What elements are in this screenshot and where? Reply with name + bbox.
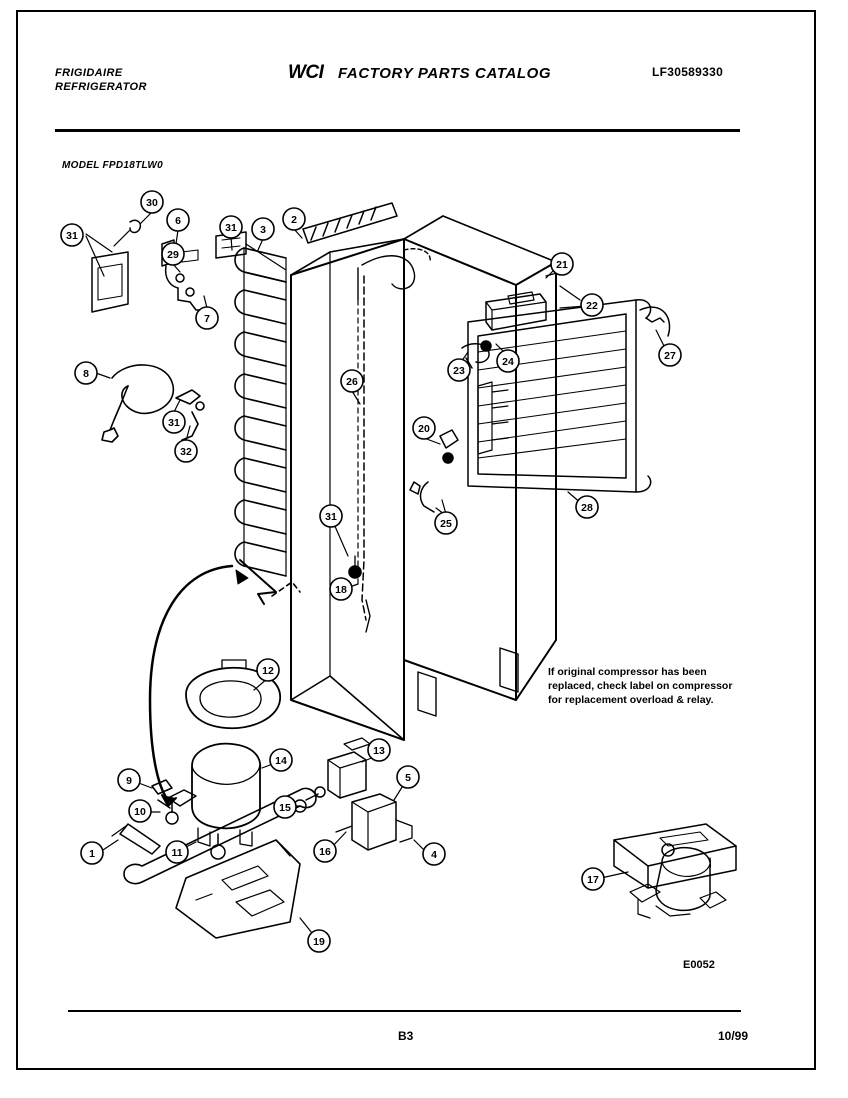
compressor-note-line-3: for replacement overload & relay. <box>548 694 714 706</box>
callout-label: 28 <box>581 502 593 514</box>
callout-23[interactable] <box>448 359 470 381</box>
callout-9[interactable] <box>118 769 140 791</box>
callout-label: 1 <box>89 848 95 860</box>
callout-11[interactable] <box>166 841 188 863</box>
callout-label: 30 <box>146 197 158 209</box>
footer-date: 10/99 <box>718 1029 749 1043</box>
callout-label: 20 <box>418 423 430 435</box>
callout-label: 29 <box>167 249 179 261</box>
callout-5[interactable] <box>397 766 419 788</box>
callout-label: 7 <box>204 313 210 325</box>
callout-label: 31 <box>168 417 180 429</box>
callout-27[interactable] <box>659 344 681 366</box>
catalog-title: FACTORY PARTS CATALOG <box>338 65 552 82</box>
callout-10[interactable] <box>129 800 151 822</box>
callout-12[interactable] <box>257 659 279 681</box>
callout-16[interactable] <box>314 840 336 862</box>
document-number: LF30589330 <box>652 65 724 79</box>
callout-17[interactable] <box>582 868 604 890</box>
callout-label: 27 <box>664 350 676 362</box>
callout-label: 10 <box>134 806 146 818</box>
callout-label: 31 <box>66 230 78 242</box>
callout-31[interactable] <box>220 216 242 238</box>
callout-2[interactable] <box>283 208 305 230</box>
figure-code: E0052 <box>683 959 715 971</box>
callout-label: 8 <box>83 368 89 380</box>
callout-label: 31 <box>225 222 237 234</box>
callout-label: 6 <box>175 215 181 227</box>
callout-label: 22 <box>586 300 598 312</box>
callout-25[interactable] <box>435 512 457 534</box>
compressor-note-line-2: replaced, check label on compressor <box>548 680 733 692</box>
callout-label: 2 <box>291 214 297 226</box>
callout-18[interactable] <box>330 578 352 600</box>
callout-label: 19 <box>313 936 325 948</box>
callout-31[interactable] <box>163 411 185 433</box>
callout-label: 26 <box>346 376 358 388</box>
callout-14[interactable] <box>270 749 292 771</box>
callout-label: 4 <box>431 849 437 861</box>
callout-21[interactable] <box>551 253 573 275</box>
callout-15[interactable] <box>274 796 296 818</box>
callout-label: 32 <box>180 446 192 458</box>
callout-8[interactable] <box>75 362 97 384</box>
callout-label: 17 <box>587 874 599 886</box>
callout-label: 21 <box>556 259 568 271</box>
brand-line-1: FRIGIDAIRE <box>55 67 123 79</box>
callout-label: 14 <box>275 755 287 767</box>
callout-20[interactable] <box>413 417 435 439</box>
callout-31[interactable] <box>320 505 342 527</box>
brand-line-2: REFRIGERATOR <box>55 81 147 93</box>
callout-label: 23 <box>453 365 465 377</box>
callout-24[interactable] <box>497 350 519 372</box>
callout-label: 12 <box>262 665 274 677</box>
callout-13[interactable] <box>368 739 390 761</box>
callout-28[interactable] <box>576 496 598 518</box>
footer-page-number: B3 <box>398 1029 414 1043</box>
callout-label: 9 <box>126 775 132 787</box>
callout-label: 13 <box>373 745 385 757</box>
callout-22[interactable] <box>581 294 603 316</box>
callout-3[interactable] <box>252 218 274 240</box>
callout-1[interactable] <box>81 842 103 864</box>
compressor-note-line-1: If original compressor has been <box>548 666 707 678</box>
callout-30[interactable] <box>141 191 163 213</box>
callout-label: 15 <box>279 802 291 814</box>
callout-label: 5 <box>405 772 411 784</box>
callout-label: 3 <box>260 224 266 236</box>
callout-32[interactable] <box>175 440 197 462</box>
callout-26[interactable] <box>341 370 363 392</box>
callout-6[interactable] <box>167 209 189 231</box>
callout-label: 31 <box>325 511 337 523</box>
callout-4[interactable] <box>423 843 445 865</box>
callout-31[interactable] <box>61 224 83 246</box>
callout-29[interactable] <box>162 243 184 265</box>
model-label: MODEL FPD18TLW0 <box>62 160 163 171</box>
callout-label: 11 <box>171 847 183 859</box>
callout-7[interactable] <box>196 307 218 329</box>
callout-label: 24 <box>502 356 514 368</box>
callout-label: 16 <box>319 846 331 858</box>
callout-label: 18 <box>335 584 347 596</box>
wci-logo: WCI <box>288 62 324 83</box>
callout-19[interactable] <box>308 930 330 952</box>
callout-label: 25 <box>440 518 452 530</box>
